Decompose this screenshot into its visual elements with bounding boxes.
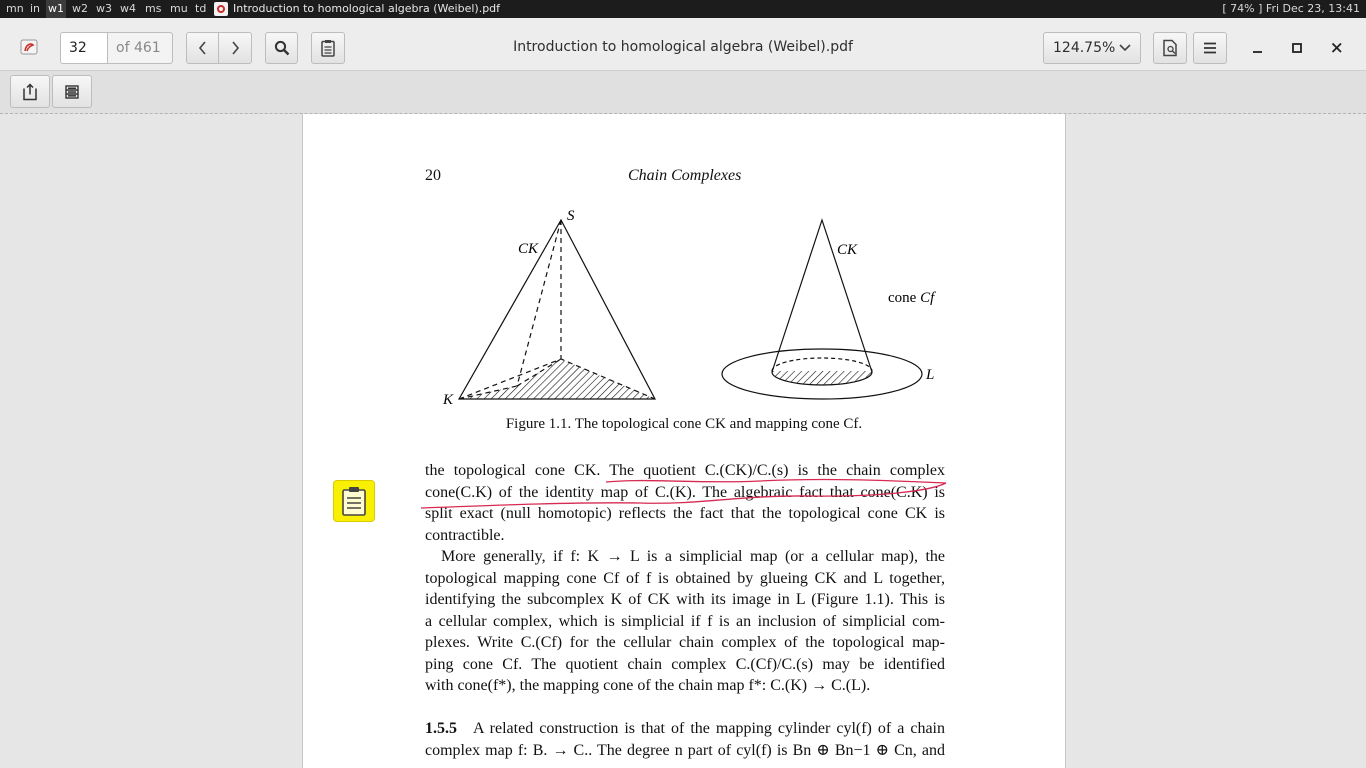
annotations-button[interactable]	[311, 32, 345, 64]
section-number: 1.5.5	[425, 720, 457, 737]
workspace-in[interactable]: in	[30, 2, 41, 15]
secondary-toolbar	[0, 71, 1366, 114]
workspace-w3[interactable]: w3	[96, 2, 112, 15]
text-line: identifying the subcomplex K of CK with its image in L (Figure 1.1). This is	[425, 591, 945, 608]
text-line: More generally, if f: K → L is a simplicial map (or a cellular map), the	[441, 548, 945, 565]
label-cone-cf: Cf	[920, 290, 935, 306]
main-toolbar	[0, 18, 1366, 71]
hamburger-menu-icon	[1203, 42, 1217, 54]
text-line: with cone(f*), the mapping cone of the chain map f*: C.(K) → C.(L).	[425, 677, 871, 694]
workspace-w4[interactable]: w4	[120, 2, 136, 15]
next-page-button[interactable]	[218, 32, 252, 64]
text-line: a cellular complex, which is simplicial if f is an inclusion of simplicial com-	[425, 612, 945, 630]
page-number-input[interactable]	[60, 32, 108, 64]
document-title: Introduction to homological algebra (Weibel).pdf	[513, 39, 853, 55]
label-ck-left: CK	[518, 241, 539, 257]
topological-cone-figure	[459, 220, 655, 399]
status-clock: [ 74% ] Fri Dec 23, 13:41	[1222, 2, 1360, 15]
pdf-page	[302, 114, 1066, 768]
workspace-ms[interactable]: ms	[145, 2, 162, 15]
export-button[interactable]	[10, 75, 50, 108]
note-annotation[interactable]	[334, 481, 374, 521]
chevron-down-icon	[1118, 33, 1132, 74]
zoom-select[interactable]	[1043, 32, 1141, 64]
text-line: A related construction is that of the mapping cylinder cyl(f) of a chain	[473, 720, 945, 737]
pdf-app-icon	[214, 2, 228, 16]
chevron-right-icon	[230, 41, 240, 55]
text-line: plexes. Write C.(Cf) for the cellular chain complex of the topological map-	[425, 634, 945, 651]
workspace-td[interactable]: td	[195, 2, 207, 15]
clipboard-icon	[321, 39, 335, 57]
thumbnails-icon	[65, 85, 79, 99]
workspace-mn[interactable]: mn	[6, 2, 24, 15]
document-icon	[1163, 40, 1177, 57]
label-ck-right: CK	[837, 242, 858, 258]
window-title: Introduction to homological algebra (Weibel).pdf	[233, 2, 501, 15]
mapping-cone-figure	[722, 220, 922, 399]
search-button[interactable]	[265, 32, 298, 64]
search-icon	[274, 40, 290, 56]
thumbnails-button[interactable]	[52, 75, 92, 108]
maximize-button[interactable]	[1282, 32, 1312, 62]
text-line: cone(C.K) of the identity map of C.(K). The algebraic fact that cone(C.K) is	[425, 483, 945, 501]
workspace-mu[interactable]: mu	[170, 2, 188, 15]
label-s: S	[567, 208, 575, 224]
workspace-w1[interactable]: w1	[46, 0, 66, 18]
export-icon	[23, 83, 37, 100]
text-line: the topological cone CK. The quotient C.(CK)/C.(s) is the chain complex	[425, 462, 945, 479]
label-k: K	[443, 392, 454, 408]
window-manager-bar	[0, 0, 1366, 18]
paragraph-2	[425, 546, 945, 697]
main-menu-button[interactable]	[1193, 32, 1227, 64]
page-number: 20	[425, 167, 441, 184]
text-line: complex map f: B. → C.. The degree n part of cyl(f) is Bn ⊕ Bn−1 ⊕ Cn, and	[425, 741, 945, 759]
text-line: topological mapping cone Cf of f is obtained by glueing CK and L together,	[425, 569, 945, 587]
close-icon	[1322, 32, 1352, 62]
label-cone-word: cone	[888, 290, 921, 306]
previous-page-button[interactable]	[186, 32, 219, 64]
text-line: ping cone Cf. The quotient chain complex C.(Cf)/C.(s) may be identified	[425, 655, 945, 673]
text-line-first	[425, 718, 945, 740]
text-line: contractible.	[425, 526, 505, 544]
close-button[interactable]	[1322, 32, 1352, 62]
chevron-left-icon	[198, 41, 208, 55]
paragraph-1	[425, 460, 945, 546]
page-count: of 461	[108, 32, 173, 64]
running-title: Chain Complexes	[628, 167, 742, 184]
label-l: L	[926, 367, 935, 383]
figure-cones	[433, 202, 953, 414]
maximize-icon	[1282, 32, 1312, 62]
text-line: split exact (null homotopic) reflects the fact that the topological cone CK is	[425, 505, 945, 522]
paragraph-3	[425, 718, 945, 761]
label-cone	[888, 290, 936, 306]
zoom-value: 124.75%	[1053, 40, 1116, 56]
app-logo-icon	[20, 39, 38, 55]
figure-caption: Figure 1.1. The topological cone CK and mapping cone Cf.	[505, 416, 863, 432]
minimize-icon	[1242, 32, 1272, 62]
workspace-w2[interactable]: w2	[72, 2, 88, 15]
note-annotation-icon	[340, 485, 368, 517]
minimize-button[interactable]	[1242, 32, 1272, 62]
document-properties-button[interactable]	[1153, 32, 1187, 64]
